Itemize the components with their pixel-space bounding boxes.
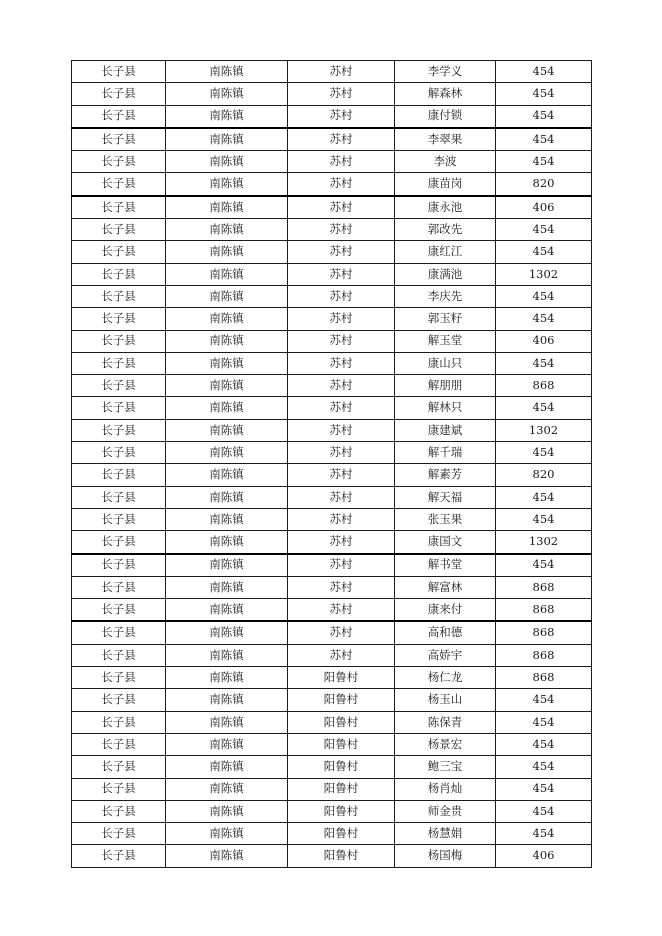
cell-town: 南陈镇 (166, 330, 288, 352)
cell-county: 长子县 (72, 241, 166, 263)
cell-name: 解森林 (395, 83, 496, 105)
table-row (72, 486, 592, 508)
cell-amount: 454 (496, 733, 592, 755)
cell-village: 苏村 (288, 554, 395, 577)
cell-amount: 454 (496, 285, 592, 307)
cell-name: 师金贵 (395, 800, 496, 822)
table-row (72, 576, 592, 598)
cell-amount: 406 (496, 196, 592, 219)
cell-county: 长子县 (72, 778, 166, 800)
cell-name: 高娇宇 (395, 644, 496, 666)
cell-amount: 454 (496, 241, 592, 263)
cell-village: 苏村 (288, 419, 395, 441)
cell-town: 南陈镇 (166, 756, 288, 778)
cell-town: 南陈镇 (166, 689, 288, 711)
cell-town: 南陈镇 (166, 263, 288, 285)
cell-village: 阳鲁村 (288, 778, 395, 800)
cell-town: 南陈镇 (166, 599, 288, 622)
table-row (72, 173, 592, 196)
table-row (72, 464, 592, 486)
cell-name: 杨仁龙 (395, 667, 496, 689)
cell-village: 苏村 (288, 375, 395, 397)
table-row (72, 128, 592, 151)
cell-name: 杨景宏 (395, 733, 496, 755)
cell-village: 苏村 (288, 508, 395, 530)
cell-amount: 454 (496, 778, 592, 800)
cell-county: 长子县 (72, 756, 166, 778)
cell-village: 苏村 (288, 644, 395, 666)
cell-county: 长子县 (72, 733, 166, 755)
cell-amount: 454 (496, 554, 592, 577)
cell-amount: 1302 (496, 419, 592, 441)
cell-village: 阳鲁村 (288, 711, 395, 733)
cell-name: 康建斌 (395, 419, 496, 441)
cell-amount: 454 (496, 711, 592, 733)
table-row (72, 219, 592, 241)
table-row (72, 61, 592, 83)
cell-village: 苏村 (288, 196, 395, 219)
cell-name: 杨慧娟 (395, 823, 496, 845)
cell-village: 苏村 (288, 599, 395, 622)
cell-village: 苏村 (288, 219, 395, 241)
cell-county: 长子县 (72, 576, 166, 598)
table-row (72, 778, 592, 800)
cell-amount: 868 (496, 576, 592, 598)
cell-town: 南陈镇 (166, 778, 288, 800)
cell-amount: 454 (496, 442, 592, 464)
cell-town: 南陈镇 (166, 733, 288, 755)
cell-town: 南陈镇 (166, 508, 288, 530)
cell-name: 康满池 (395, 263, 496, 285)
cell-village: 苏村 (288, 576, 395, 598)
cell-amount: 454 (496, 352, 592, 374)
cell-town: 南陈镇 (166, 442, 288, 464)
cell-town: 南陈镇 (166, 576, 288, 598)
cell-town: 南陈镇 (166, 219, 288, 241)
cell-town: 南陈镇 (166, 196, 288, 219)
cell-county: 长子县 (72, 644, 166, 666)
cell-town: 南陈镇 (166, 173, 288, 196)
cell-name: 解富林 (395, 576, 496, 598)
cell-amount: 454 (496, 800, 592, 822)
cell-name: 解千瑞 (395, 442, 496, 464)
cell-village: 苏村 (288, 464, 395, 486)
table-row (72, 823, 592, 845)
subsidy-table (71, 60, 592, 868)
cell-name: 解书堂 (395, 554, 496, 577)
cell-village: 苏村 (288, 263, 395, 285)
cell-amount: 868 (496, 599, 592, 622)
cell-amount: 868 (496, 621, 592, 644)
cell-county: 长子县 (72, 263, 166, 285)
cell-town: 南陈镇 (166, 464, 288, 486)
table-row (72, 352, 592, 374)
table-row (72, 241, 592, 263)
cell-amount: 454 (496, 689, 592, 711)
cell-county: 长子县 (72, 464, 166, 486)
cell-town: 南陈镇 (166, 711, 288, 733)
cell-name: 杨肖灿 (395, 778, 496, 800)
cell-village: 苏村 (288, 486, 395, 508)
table-row (72, 263, 592, 285)
cell-amount: 454 (496, 823, 592, 845)
cell-county: 长子县 (72, 352, 166, 374)
cell-village: 苏村 (288, 128, 395, 151)
cell-county: 长子县 (72, 554, 166, 577)
cell-name: 李庆先 (395, 285, 496, 307)
cell-county: 长子县 (72, 621, 166, 644)
cell-village: 苏村 (288, 83, 395, 105)
cell-amount: 1302 (496, 263, 592, 285)
cell-name: 解朋朋 (395, 375, 496, 397)
cell-town: 南陈镇 (166, 375, 288, 397)
cell-name: 康来付 (395, 599, 496, 622)
cell-amount: 454 (496, 486, 592, 508)
table-row (72, 711, 592, 733)
cell-village: 苏村 (288, 352, 395, 374)
cell-county: 长子县 (72, 508, 166, 530)
cell-village: 阳鲁村 (288, 845, 395, 867)
cell-town: 南陈镇 (166, 308, 288, 330)
cell-village: 苏村 (288, 105, 395, 128)
cell-amount: 454 (496, 151, 592, 173)
cell-village: 苏村 (288, 173, 395, 196)
cell-county: 长子县 (72, 128, 166, 151)
cell-village: 苏村 (288, 308, 395, 330)
cell-amount: 454 (496, 308, 592, 330)
cell-county: 长子县 (72, 823, 166, 845)
cell-name: 张玉果 (395, 508, 496, 530)
table-row (72, 151, 592, 173)
cell-name: 康永池 (395, 196, 496, 219)
cell-village: 阳鲁村 (288, 823, 395, 845)
cell-town: 南陈镇 (166, 151, 288, 173)
table-row (72, 733, 592, 755)
cell-name: 康国文 (395, 531, 496, 554)
cell-county: 长子县 (72, 375, 166, 397)
table-row (72, 419, 592, 441)
cell-name: 李翠果 (395, 128, 496, 151)
cell-county: 长子县 (72, 845, 166, 867)
cell-county: 长子县 (72, 83, 166, 105)
table-row (72, 397, 592, 419)
cell-amount: 454 (496, 83, 592, 105)
table-row (72, 554, 592, 577)
cell-county: 长子县 (72, 308, 166, 330)
cell-county: 长子县 (72, 173, 166, 196)
cell-county: 长子县 (72, 711, 166, 733)
cell-village: 苏村 (288, 61, 395, 83)
cell-town: 南陈镇 (166, 397, 288, 419)
cell-town: 南陈镇 (166, 823, 288, 845)
cell-county: 长子县 (72, 442, 166, 464)
cell-amount: 868 (496, 375, 592, 397)
cell-name: 解素芳 (395, 464, 496, 486)
cell-town: 南陈镇 (166, 845, 288, 867)
cell-village: 阳鲁村 (288, 689, 395, 711)
table-row (72, 508, 592, 530)
cell-amount: 1302 (496, 531, 592, 554)
cell-town: 南陈镇 (166, 621, 288, 644)
cell-village: 苏村 (288, 621, 395, 644)
cell-name: 郭改先 (395, 219, 496, 241)
cell-name: 郭玉籽 (395, 308, 496, 330)
cell-village: 苏村 (288, 285, 395, 307)
cell-amount: 406 (496, 330, 592, 352)
cell-amount: 454 (496, 128, 592, 151)
cell-town: 南陈镇 (166, 667, 288, 689)
cell-county: 长子县 (72, 689, 166, 711)
cell-county: 长子县 (72, 419, 166, 441)
cell-county: 长子县 (72, 330, 166, 352)
table-row (72, 105, 592, 128)
cell-name: 康红江 (395, 241, 496, 263)
table-row (72, 644, 592, 666)
cell-town: 南陈镇 (166, 531, 288, 554)
cell-county: 长子县 (72, 219, 166, 241)
cell-village: 苏村 (288, 442, 395, 464)
cell-town: 南陈镇 (166, 285, 288, 307)
cell-amount: 454 (496, 508, 592, 530)
cell-amount: 868 (496, 667, 592, 689)
cell-county: 长子县 (72, 61, 166, 83)
cell-town: 南陈镇 (166, 644, 288, 666)
cell-name: 李波 (395, 151, 496, 173)
cell-amount: 454 (496, 756, 592, 778)
cell-amount: 820 (496, 464, 592, 486)
table-row (72, 196, 592, 219)
cell-amount: 454 (496, 61, 592, 83)
table-row (72, 756, 592, 778)
cell-county: 长子县 (72, 397, 166, 419)
table-row (72, 442, 592, 464)
table-row (72, 285, 592, 307)
cell-town: 南陈镇 (166, 486, 288, 508)
cell-county: 长子县 (72, 599, 166, 622)
cell-county: 长子县 (72, 105, 166, 128)
cell-town: 南陈镇 (166, 83, 288, 105)
cell-village: 苏村 (288, 241, 395, 263)
cell-county: 长子县 (72, 486, 166, 508)
table-row (72, 667, 592, 689)
cell-name: 解林只 (395, 397, 496, 419)
cell-name: 陈保青 (395, 711, 496, 733)
cell-county: 长子县 (72, 196, 166, 219)
cell-town: 南陈镇 (166, 105, 288, 128)
cell-county: 长子县 (72, 531, 166, 554)
table-body (72, 61, 592, 868)
cell-name: 解天福 (395, 486, 496, 508)
cell-name: 鲍三宝 (395, 756, 496, 778)
cell-name: 康山只 (395, 352, 496, 374)
cell-village: 苏村 (288, 330, 395, 352)
cell-town: 南陈镇 (166, 554, 288, 577)
cell-county: 长子县 (72, 667, 166, 689)
table-row (72, 330, 592, 352)
cell-county: 长子县 (72, 151, 166, 173)
cell-name: 康付锁 (395, 105, 496, 128)
cell-amount: 406 (496, 845, 592, 867)
table-row (72, 531, 592, 554)
cell-village: 苏村 (288, 151, 395, 173)
table-row (72, 800, 592, 822)
table-row (72, 845, 592, 867)
cell-town: 南陈镇 (166, 61, 288, 83)
cell-town: 南陈镇 (166, 352, 288, 374)
cell-amount: 454 (496, 219, 592, 241)
cell-town: 南陈镇 (166, 241, 288, 263)
cell-town: 南陈镇 (166, 419, 288, 441)
cell-town: 南陈镇 (166, 128, 288, 151)
cell-name: 高和德 (395, 621, 496, 644)
cell-amount: 820 (496, 173, 592, 196)
table-row (72, 689, 592, 711)
table-row (72, 621, 592, 644)
cell-name: 解玉堂 (395, 330, 496, 352)
table-row (72, 375, 592, 397)
cell-town: 南陈镇 (166, 800, 288, 822)
cell-village: 阳鲁村 (288, 733, 395, 755)
cell-county: 长子县 (72, 285, 166, 307)
cell-village: 阳鲁村 (288, 756, 395, 778)
cell-amount: 454 (496, 105, 592, 128)
table-row (72, 308, 592, 330)
table-row (72, 599, 592, 622)
cell-village: 阳鲁村 (288, 800, 395, 822)
cell-county: 长子县 (72, 800, 166, 822)
table-row (72, 83, 592, 105)
cell-name: 杨玉山 (395, 689, 496, 711)
cell-village: 阳鲁村 (288, 667, 395, 689)
cell-name: 李学义 (395, 61, 496, 83)
cell-village: 苏村 (288, 531, 395, 554)
cell-amount: 868 (496, 644, 592, 666)
cell-name: 杨国梅 (395, 845, 496, 867)
cell-amount: 454 (496, 397, 592, 419)
cell-village: 苏村 (288, 397, 395, 419)
cell-name: 康苗岗 (395, 173, 496, 196)
